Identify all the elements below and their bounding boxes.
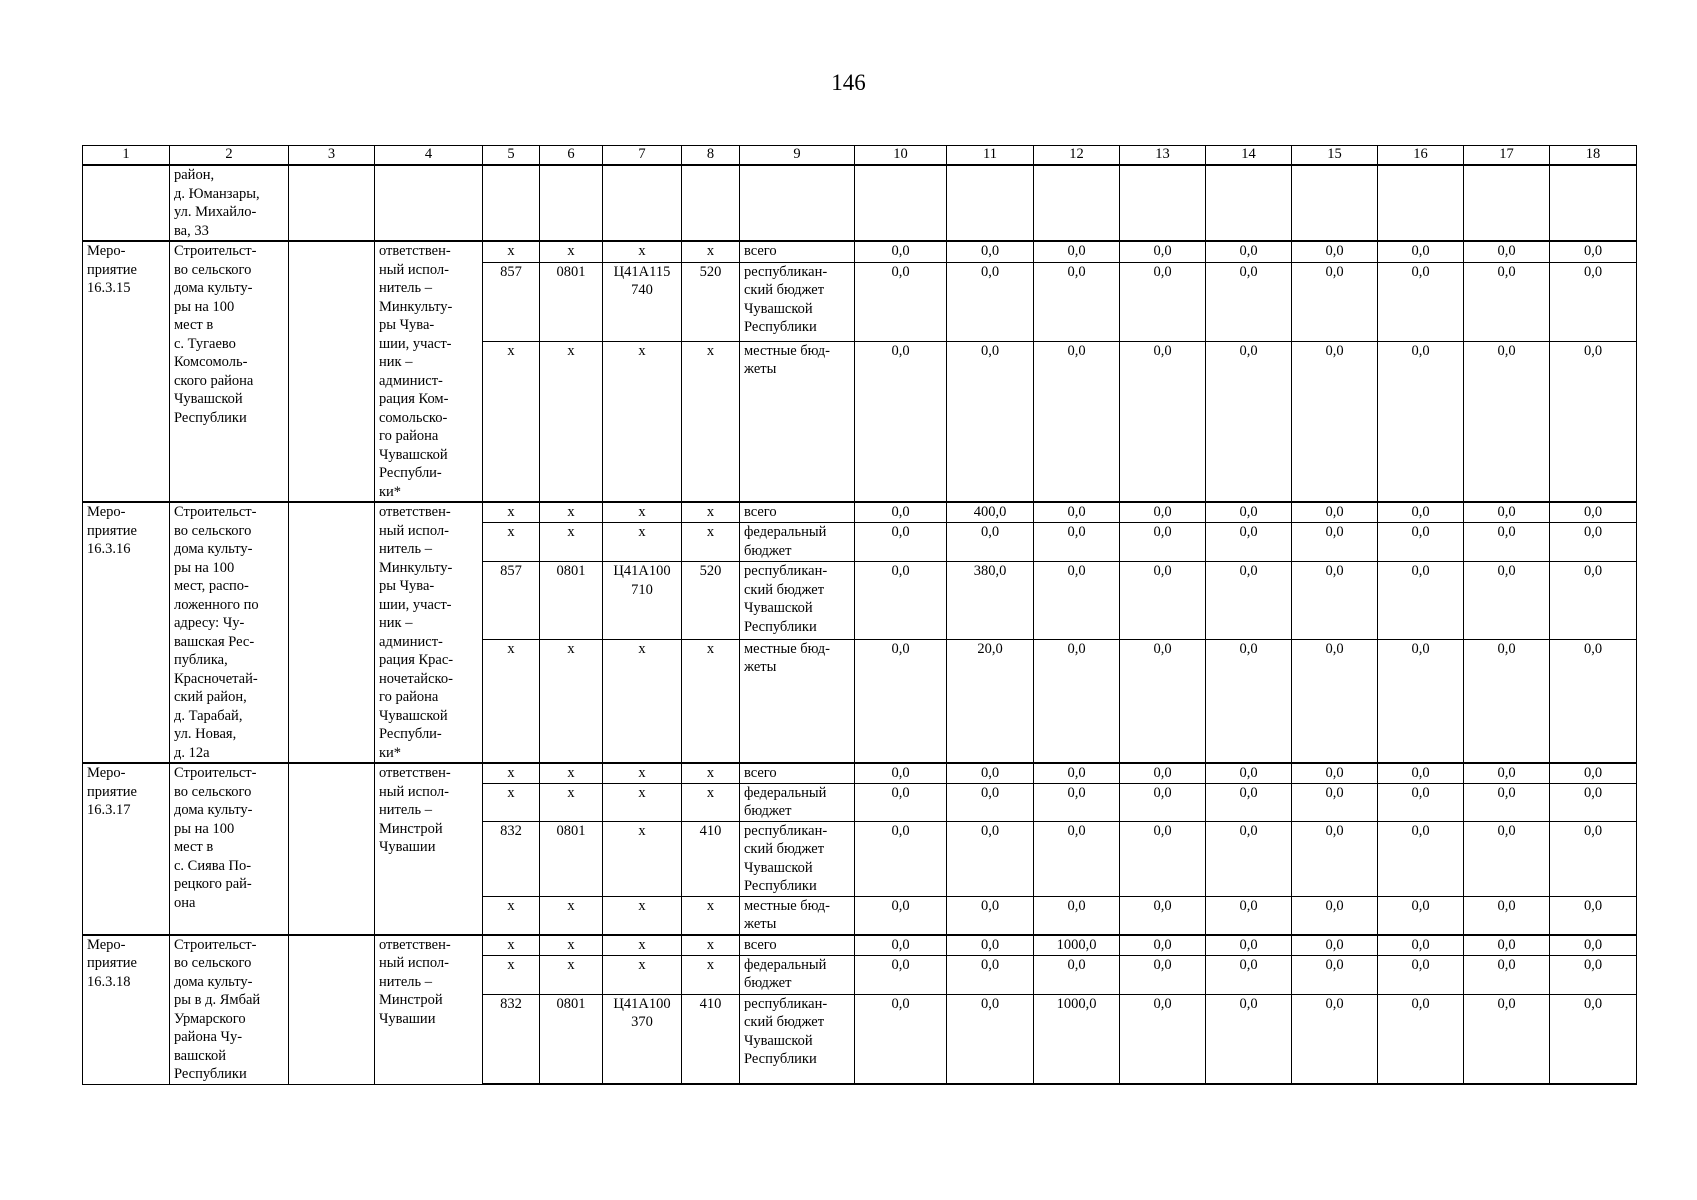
table-row <box>83 502 1637 523</box>
cell-value: 0,0 <box>1378 783 1464 821</box>
cell-value: 0,0 <box>1034 502 1120 523</box>
cell-value: 0,0 <box>1292 783 1378 821</box>
cell-value: 0,0 <box>1550 241 1637 262</box>
cell-value: 0,0 <box>1464 562 1550 639</box>
cell-c8: x <box>682 241 740 262</box>
cell-value: 0,0 <box>1034 341 1120 502</box>
cell-value: 0,0 <box>1292 935 1378 956</box>
cell-c6: x <box>540 763 603 783</box>
cell-c5: 857 <box>483 262 540 341</box>
cell-value: 0,0 <box>1034 639 1120 763</box>
cell-value: 0,0 <box>1120 639 1206 763</box>
cell-value: 0,0 <box>1034 262 1120 341</box>
cell-value: 0,0 <box>1550 562 1637 639</box>
cell-c8: 520 <box>682 262 740 341</box>
cell-value: 0,0 <box>1206 955 1292 994</box>
cell-value: 0,0 <box>1550 896 1637 935</box>
cell-activity-name: Строительст- во сельского дома культу- ры на 100 мест в с. Сиява По- рецкого рай- она <box>170 763 289 935</box>
column-header: 2 <box>170 146 289 166</box>
column-header: 11 <box>947 146 1034 166</box>
cell-c6: x <box>540 783 603 821</box>
cell-value: 0,0 <box>1464 955 1550 994</box>
cell-activity-name: Строительст- во сельского дома культу- ры на 100 мест, распо- ложенного по адресу: Чу- вашская Рес- публика, Красночетай- ский район, д. Тарабай, ул. Новая, д. 12а <box>170 502 289 763</box>
cell-value: 0,0 <box>855 639 947 763</box>
cell-value: 0,0 <box>855 821 947 896</box>
cell-c7: x <box>603 341 682 502</box>
cell-c7: x <box>603 955 682 994</box>
cell-c6: 0801 <box>540 562 603 639</box>
cell-c6: 0801 <box>540 821 603 896</box>
cell-col3 <box>289 241 375 502</box>
column-header: 10 <box>855 146 947 166</box>
cell-funding-source: республикан- ский бюджет Чувашской Республики <box>740 994 855 1084</box>
cell-value: 0,0 <box>855 341 947 502</box>
cell-c5: x <box>483 896 540 935</box>
cell-value: 0,0 <box>947 783 1034 821</box>
cell-c6: x <box>540 502 603 523</box>
cell-c8: x <box>682 502 740 523</box>
header-row <box>83 146 1637 166</box>
cell-value: 0,0 <box>1120 763 1206 783</box>
column-header: 17 <box>1464 146 1550 166</box>
cell-col3 <box>289 763 375 935</box>
cell-c5: x <box>483 763 540 783</box>
cell-funding-source: всего <box>740 935 855 956</box>
cell-value: 0,0 <box>1378 935 1464 956</box>
cell-value: 0,0 <box>1550 262 1637 341</box>
cell-value: 0,0 <box>1378 523 1464 562</box>
cell-c6: x <box>540 639 603 763</box>
cell-c5: x <box>483 955 540 994</box>
column-header: 1 <box>83 146 170 166</box>
cell-value: 0,0 <box>1550 955 1637 994</box>
cell-c8: x <box>682 763 740 783</box>
cell-c5: x <box>483 502 540 523</box>
cell-value: 0,0 <box>1120 241 1206 262</box>
column-header: 14 <box>1206 146 1292 166</box>
cell-c6: x <box>540 523 603 562</box>
cell-value: 0,0 <box>1464 241 1550 262</box>
cell-funding-source: республикан- ский бюджет Чувашской Республики <box>740 262 855 341</box>
cell-value: 0,0 <box>855 935 947 956</box>
cell-value: 0,0 <box>1206 562 1292 639</box>
cell-value: 0,0 <box>1550 341 1637 502</box>
cell-value: 0,0 <box>1378 341 1464 502</box>
column-header: 5 <box>483 146 540 166</box>
cell-funding-source: местные бюд- жеты <box>740 896 855 935</box>
cell-c7: Ц41А100 370 <box>603 994 682 1084</box>
cell-activity-name: район, д. Юманзары, ул. Михайло- ва, 33 <box>170 165 289 241</box>
cell-funding-source: местные бюд- жеты <box>740 341 855 502</box>
cell-value: 0,0 <box>1378 763 1464 783</box>
cell-c5: x <box>483 783 540 821</box>
cell-c8: x <box>682 639 740 763</box>
cell-c7: x <box>603 783 682 821</box>
column-header: 18 <box>1550 146 1637 166</box>
cell-executor: ответствен- ный испол- нитель – Минстрой Чувашии <box>375 935 483 1085</box>
cell-value: 0,0 <box>1034 955 1120 994</box>
cell-value: 0,0 <box>1464 341 1550 502</box>
cell-value: 0,0 <box>1464 262 1550 341</box>
cell-value: 0,0 <box>1206 241 1292 262</box>
cell-c6: x <box>540 241 603 262</box>
cell-value: 0,0 <box>1378 241 1464 262</box>
cell-c7: x <box>603 523 682 562</box>
cell-c5: x <box>483 935 540 956</box>
cell-c7: x <box>603 896 682 935</box>
cell-value: 0,0 <box>1464 821 1550 896</box>
cell-value: 0,0 <box>1292 639 1378 763</box>
table-row <box>83 241 1637 262</box>
cell-c8: 410 <box>682 994 740 1084</box>
cell-value: 0,0 <box>1292 896 1378 935</box>
cell-c7: Ц41А115 740 <box>603 262 682 341</box>
cell-value: 0,0 <box>1034 241 1120 262</box>
cell-value: 0,0 <box>1378 502 1464 523</box>
cell-value: 0,0 <box>1292 994 1378 1084</box>
cell-value: 0,0 <box>947 821 1034 896</box>
table-row <box>83 935 1637 956</box>
cell-c5: 857 <box>483 562 540 639</box>
column-header: 15 <box>1292 146 1378 166</box>
cell-value: 0,0 <box>1550 763 1637 783</box>
cell-value: 0,0 <box>1292 241 1378 262</box>
cell-c7: x <box>603 639 682 763</box>
cell-c8: x <box>682 896 740 935</box>
cell-c8: x <box>682 341 740 502</box>
cell-value: 0,0 <box>1120 935 1206 956</box>
page-number: 146 <box>831 70 866 95</box>
cell-activity-id: Меро- приятие 16.3.17 <box>83 763 170 935</box>
cell-value: 0,0 <box>1550 523 1637 562</box>
cell-value: 0,0 <box>947 994 1034 1084</box>
cell-value: 0,0 <box>947 896 1034 935</box>
table-row <box>83 763 1637 783</box>
cell-col3 <box>289 935 375 1085</box>
cell-value: 0,0 <box>1464 523 1550 562</box>
continuation-row <box>83 165 1637 241</box>
cell-value: 0,0 <box>855 241 947 262</box>
cell-value: 0,0 <box>947 955 1034 994</box>
cell-c8: 410 <box>682 821 740 896</box>
cell-c5: x <box>483 341 540 502</box>
cell-value: 0,0 <box>1206 783 1292 821</box>
cell-c6: x <box>540 955 603 994</box>
cell-funding-source: местные бюд- жеты <box>740 639 855 763</box>
cell-value: 0,0 <box>855 994 947 1084</box>
cell-value: 0,0 <box>1206 523 1292 562</box>
cell-value: 0,0 <box>855 783 947 821</box>
cell-activity-name: Строительст- во сельского дома культу- ры на 100 мест в с. Тугаево Комсомоль- ского района Чувашской Республики <box>170 241 289 502</box>
column-header: 16 <box>1378 146 1464 166</box>
cell-value: 0,0 <box>1034 523 1120 562</box>
cell-value: 0,0 <box>1120 523 1206 562</box>
cell-executor: ответствен- ный испол- нитель – Минстрой Чувашии <box>375 763 483 935</box>
cell-c6: 0801 <box>540 262 603 341</box>
cell-activity-id: Меро- приятие 16.3.15 <box>83 241 170 502</box>
cell-value: 0,0 <box>1292 955 1378 994</box>
cell-value: 0,0 <box>855 562 947 639</box>
cell-value: 0,0 <box>1206 994 1292 1084</box>
cell-c6: 0801 <box>540 994 603 1084</box>
cell-value: 0,0 <box>947 262 1034 341</box>
column-header: 9 <box>740 146 855 166</box>
cell-c5: x <box>483 523 540 562</box>
cell-value: 0,0 <box>1120 994 1206 1084</box>
cell-activity-id: Меро- приятие 16.3.16 <box>83 502 170 763</box>
cell-funding-source: федеральный бюджет <box>740 783 855 821</box>
cell-value: 0,0 <box>855 523 947 562</box>
cell-executor <box>375 165 483 241</box>
column-header: 8 <box>682 146 740 166</box>
cell-c7: x <box>603 241 682 262</box>
cell-value: 0,0 <box>855 955 947 994</box>
cell-c7: x <box>603 821 682 896</box>
cell-value: 0,0 <box>1206 502 1292 523</box>
column-header: 12 <box>1034 146 1120 166</box>
cell-value: 0,0 <box>1206 341 1292 502</box>
cell-value: 0,0 <box>1464 896 1550 935</box>
cell-funding-source: федеральный бюджет <box>740 955 855 994</box>
cell-c8: x <box>682 783 740 821</box>
cell-value: 0,0 <box>1292 262 1378 341</box>
cell-value: 0,0 <box>1120 562 1206 639</box>
budget-table <box>82 145 1637 1085</box>
cell-value: 380,0 <box>947 562 1034 639</box>
cell-funding-source: республикан- ский бюджет Чувашской Республики <box>740 562 855 639</box>
cell-value: 0,0 <box>947 763 1034 783</box>
cell-executor: ответствен- ный испол- нитель – Минкульту- ры Чува- шии, участ- ник – админист- рация Крас- ночетайско- го района Чувашской Республи- ки* <box>375 502 483 763</box>
cell-c8: x <box>682 935 740 956</box>
cell-value: 0,0 <box>1206 821 1292 896</box>
cell-value: 0,0 <box>1034 562 1120 639</box>
cell-value: 0,0 <box>1206 935 1292 956</box>
cell-value: 0,0 <box>1550 639 1637 763</box>
cell-value: 0,0 <box>1464 935 1550 956</box>
cell-value: 0,0 <box>1120 502 1206 523</box>
cell-value: 0,0 <box>1292 562 1378 639</box>
cell-value: 400,0 <box>947 502 1034 523</box>
cell-value: 20,0 <box>947 639 1034 763</box>
cell-c5: 832 <box>483 994 540 1084</box>
cell-value: 0,0 <box>1034 821 1120 896</box>
cell-value: 0,0 <box>1378 896 1464 935</box>
cell-funding-source: республикан- ский бюджет Чувашской Республики <box>740 821 855 896</box>
cell-value: 0,0 <box>1550 783 1637 821</box>
column-header: 3 <box>289 146 375 166</box>
cell-value: 0,0 <box>1120 896 1206 935</box>
cell-value: 0,0 <box>1464 763 1550 783</box>
column-header: 6 <box>540 146 603 166</box>
cell-value: 0,0 <box>1034 896 1120 935</box>
cell-value: 0,0 <box>1464 783 1550 821</box>
cell-value: 0,0 <box>1206 896 1292 935</box>
cell-executor: ответствен- ный испол- нитель – Минкульту- ры Чува- шии, участ- ник – админист- рация Ком- сомольско- го района Чувашской Республи- ки* <box>375 241 483 502</box>
cell-value: 0,0 <box>947 523 1034 562</box>
cell-value: 0,0 <box>855 502 947 523</box>
cell-value: 0,0 <box>1034 783 1120 821</box>
cell-value: 0,0 <box>1464 994 1550 1084</box>
cell-value: 0,0 <box>1378 562 1464 639</box>
cell-value: 0,0 <box>1120 262 1206 341</box>
cell-value: 0,0 <box>1120 955 1206 994</box>
cell-value: 0,0 <box>1292 523 1378 562</box>
cell-value: 0,0 <box>947 341 1034 502</box>
cell-value: 0,0 <box>1550 935 1637 956</box>
cell-c7: Ц41А100 710 <box>603 562 682 639</box>
cell-c5: 832 <box>483 821 540 896</box>
cell-value: 0,0 <box>947 935 1034 956</box>
cell-value: 0,0 <box>1378 994 1464 1084</box>
cell-activity-id: Меро- приятие 16.3.18 <box>83 935 170 1085</box>
cell-c5: x <box>483 639 540 763</box>
cell-value: 0,0 <box>1378 262 1464 341</box>
cell-c6: x <box>540 935 603 956</box>
cell-value: 0,0 <box>855 896 947 935</box>
cell-value: 0,0 <box>1292 502 1378 523</box>
cell-value: 0,0 <box>1464 639 1550 763</box>
cell-col3 <box>289 502 375 763</box>
cell-value: 0,0 <box>1120 341 1206 502</box>
cell-value: 0,0 <box>1120 821 1206 896</box>
cell-value: 0,0 <box>855 763 947 783</box>
cell-value: 0,0 <box>1378 821 1464 896</box>
cell-value: 0,0 <box>1550 994 1637 1084</box>
cell-c6: x <box>540 896 603 935</box>
cell-value: 0,0 <box>1034 763 1120 783</box>
cell-c8: 520 <box>682 562 740 639</box>
cell-value: 0,0 <box>1206 763 1292 783</box>
cell-funding-source: всего <box>740 241 855 262</box>
column-header: 7 <box>603 146 682 166</box>
cell-value: 0,0 <box>1464 502 1550 523</box>
cell-value: 0,0 <box>947 241 1034 262</box>
cell-c6: x <box>540 341 603 502</box>
column-header: 13 <box>1120 146 1206 166</box>
cell-c8: x <box>682 955 740 994</box>
cell-value: 0,0 <box>1206 262 1292 341</box>
cell-value: 0,0 <box>1292 341 1378 502</box>
cell-activity-name: Строительст- во сельского дома культу- ры в д. Ямбай Урмарского района Чу- вашской Республики <box>170 935 289 1085</box>
cell-activity-id <box>83 165 170 241</box>
cell-value: 0,0 <box>1292 821 1378 896</box>
cell-c7: x <box>603 502 682 523</box>
cell-value: 1000,0 <box>1034 994 1120 1084</box>
cell-value: 0,0 <box>1292 763 1378 783</box>
cell-value: 0,0 <box>1550 821 1637 896</box>
cell-value: 0,0 <box>1206 639 1292 763</box>
cell-c7: x <box>603 935 682 956</box>
cell-value: 0,0 <box>1120 783 1206 821</box>
cell-col3 <box>289 165 375 241</box>
cell-value: 0,0 <box>855 262 947 341</box>
column-header: 4 <box>375 146 483 166</box>
cell-funding-source: всего <box>740 763 855 783</box>
cell-funding-source: всего <box>740 502 855 523</box>
cell-value: 0,0 <box>1378 639 1464 763</box>
cell-value: 1000,0 <box>1034 935 1120 956</box>
cell-c8: x <box>682 523 740 562</box>
cell-funding-source: федеральный бюджет <box>740 523 855 562</box>
cell-value: 0,0 <box>1378 955 1464 994</box>
cell-value: 0,0 <box>1550 502 1637 523</box>
cell-c7: x <box>603 763 682 783</box>
cell-c5: x <box>483 241 540 262</box>
